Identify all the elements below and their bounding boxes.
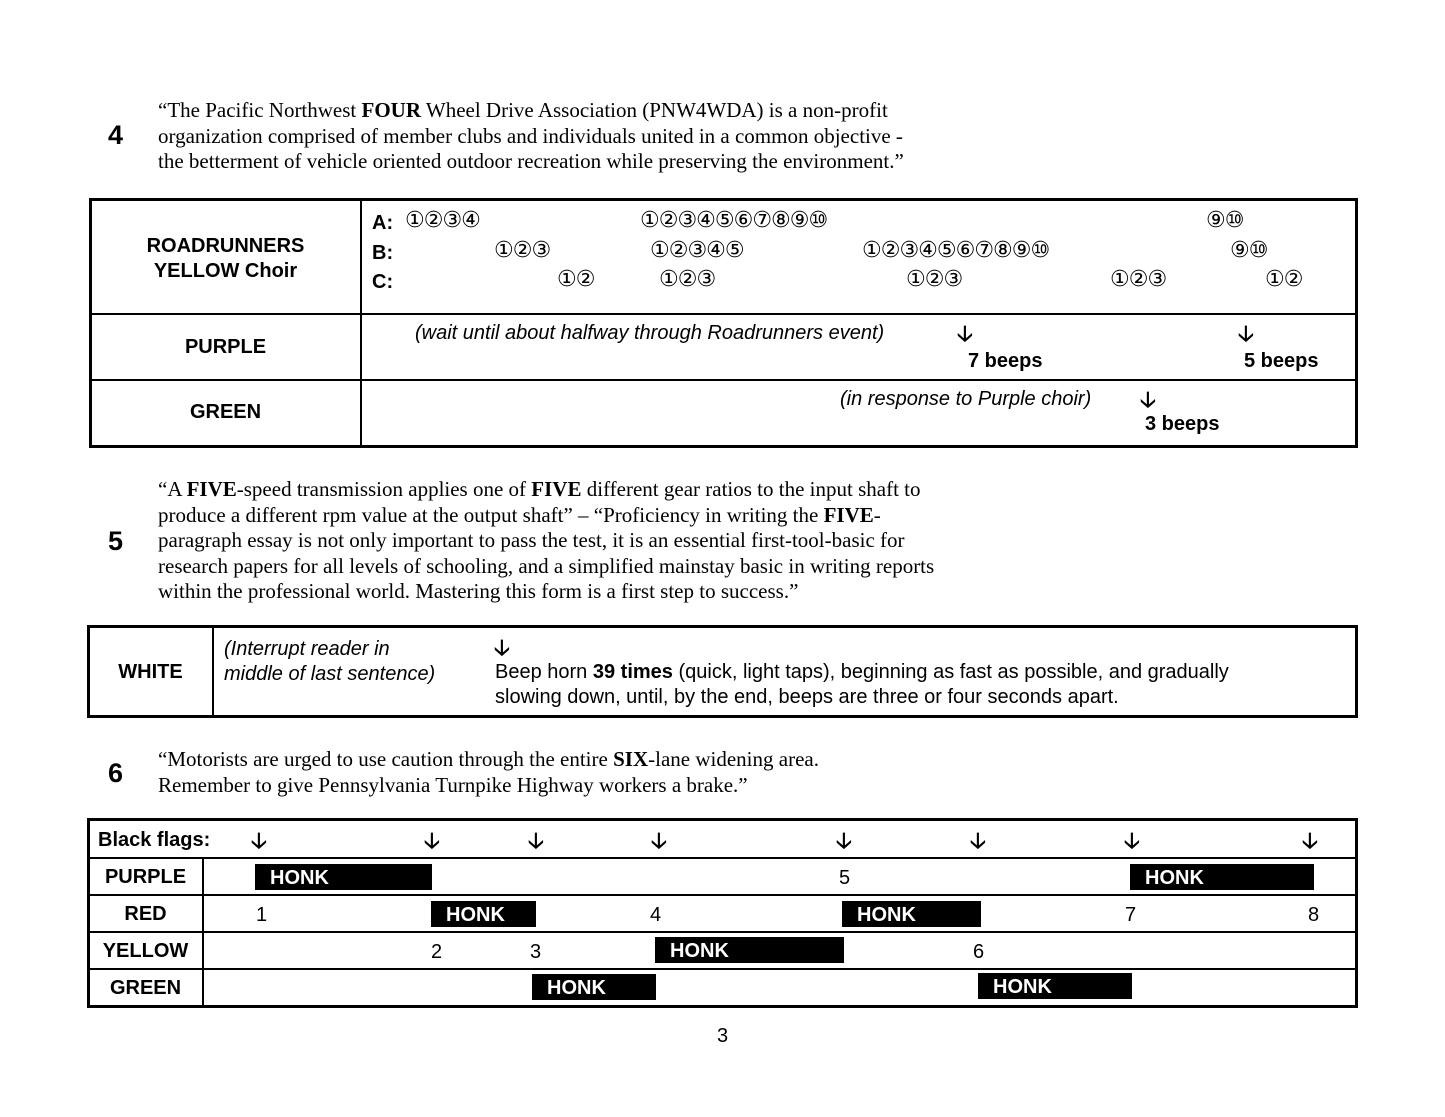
down-arrow-icon: 🡣 (1238, 322, 1254, 347)
page-number: 3 (716, 1025, 729, 1047)
instruction-text: (quick, light taps), beginning as fast as possible, and gradually (672, 661, 1229, 683)
quote-text: “A (158, 477, 187, 501)
quote-line (158, 98, 904, 124)
instruction-line: slowing down, until, by the end, beeps are three or four seconds apart. (495, 686, 1119, 708)
green-label: GREEN (189, 401, 262, 423)
row-c-label: C: (372, 271, 394, 293)
honk-bar: HONK (842, 901, 981, 927)
count-group: ①②③ (659, 267, 716, 292)
roadrunners-label (91, 234, 360, 284)
honk-bar: HONK (655, 937, 844, 963)
white-label: WHITE (118, 661, 183, 683)
instruction-line (495, 660, 1229, 685)
section-6-table (87, 818, 1358, 1008)
white-instructions (495, 660, 1229, 710)
down-arrow-icon: 🡣 (251, 829, 267, 854)
purple-row-label: PURPLE (104, 866, 187, 888)
table-divider (89, 931, 1356, 933)
table-divider (89, 894, 1356, 896)
down-arrow-icon: 🡣 (651, 829, 667, 854)
quote-line: the betterment of vehicle oriented outdoor recreation while preserving the environment.” (158, 149, 904, 173)
beat-number: 3 (530, 941, 542, 963)
purple-label: PURPLE (184, 336, 267, 358)
down-arrow-icon: 🡣 (836, 829, 852, 854)
count-group: ①② (557, 267, 595, 292)
table-divider (91, 379, 1356, 381)
row-a-label: A: (372, 212, 394, 234)
quote-bold: SIX (613, 747, 649, 771)
table-divider (360, 200, 362, 446)
quote-text: “Motorists are urged to use caution through the entire (158, 747, 614, 771)
table-divider (91, 313, 1356, 315)
count-group: ①②③ (494, 238, 551, 263)
count-group: ⑨⑩ (1206, 208, 1244, 233)
section-4-quote (158, 98, 904, 175)
label-line: YELLOW Choir (153, 260, 298, 282)
section-5-quote (158, 477, 934, 605)
beat-number: 7 (1125, 904, 1137, 926)
quote-text: different gear ratios to the input shaft to (581, 477, 921, 501)
beat-number: 4 (650, 904, 662, 926)
count-group: ①②③④ (405, 208, 480, 233)
section-6-quote (158, 747, 819, 798)
purple-note: (wait until about halfway through Roadrunners event) (415, 322, 885, 344)
count-group: ①② (1265, 267, 1303, 292)
note-line: (Interrupt reader in (224, 638, 390, 660)
quote-text: - (873, 502, 881, 527)
honk-bar: HONK (1130, 864, 1314, 890)
quote-bold: FIVE (531, 477, 582, 501)
purple-beeps: 7 beeps (968, 350, 1043, 372)
honk-bar: HONK (532, 974, 656, 1000)
quote-line: paragraph essay is not only important to pass the test, it is an essential first-tool-basic for (158, 528, 905, 552)
honk-bar: HONK (978, 973, 1132, 999)
down-arrow-icon: 🡣 (424, 829, 440, 854)
down-arrow-icon: 🡣 (1124, 829, 1140, 854)
quote-text: Wheel Drive Association (PNW4WDA) is a non-profit (421, 98, 888, 122)
down-arrow-icon: 🡣 (1302, 829, 1318, 854)
section-5-number: 5 (108, 526, 124, 556)
down-arrow-icon: 🡣 (494, 636, 510, 661)
beat-number: 8 (1308, 904, 1320, 926)
section-6-number: 6 (108, 758, 124, 788)
red-row-label: RED (124, 903, 167, 925)
green-row-label: GREEN (109, 977, 182, 999)
white-note (224, 637, 435, 687)
honk-bar: HONK (431, 901, 536, 927)
quote-text: -lane widening area. (648, 747, 819, 771)
instruction-text: Beep horn (495, 661, 593, 683)
quote-text: -speed transmission applies one of (236, 477, 532, 501)
beat-number: 2 (431, 941, 443, 963)
honk-bar: HONK (255, 864, 432, 890)
black-flags-label: Black flags: (98, 829, 211, 851)
beat-number: 6 (973, 941, 985, 963)
yellow-row-label: YELLOW (102, 940, 189, 962)
count-group: ①②③④⑤ (650, 238, 744, 263)
table-divider (89, 857, 1356, 859)
count-group: ⑨⑩ (1230, 238, 1268, 263)
down-arrow-icon: 🡣 (1140, 388, 1156, 413)
quote-line: organization comprised of member clubs and individuals united in a common objective - (158, 123, 903, 148)
quote-line: research papers for all levels of schooling, and a simplified mainstay basic in writing reports (158, 553, 935, 578)
green-note: (in response to Purple choir) (840, 388, 1092, 410)
beat-number: 1 (256, 904, 268, 926)
quote-bold: FIVE (823, 502, 874, 527)
quote-line (158, 477, 934, 503)
quote-text: “The Pacific Northwest (158, 98, 362, 122)
label-line: ROADRUNNERS (146, 235, 305, 257)
count-group: ①②③④⑤⑥⑦⑧⑨⑩ (640, 208, 828, 233)
note-line: middle of last sentence) (224, 663, 436, 685)
quote-line: Remember to give Pennsylvania Turnpike Highway workers a brake.” (158, 772, 748, 797)
count-group: ①②③ (1110, 267, 1167, 292)
count-group: ①②③④⑤⑥⑦⑧⑨⑩ (862, 238, 1050, 263)
section-4-number: 4 (108, 120, 124, 150)
purple-beeps: 5 beeps (1244, 350, 1319, 372)
quote-bold: FOUR (361, 98, 422, 122)
table-divider (212, 627, 214, 716)
down-arrow-icon: 🡣 (970, 829, 986, 854)
table-divider (89, 968, 1356, 970)
down-arrow-icon: 🡣 (528, 829, 544, 854)
green-beeps: 3 beeps (1145, 413, 1220, 435)
quote-line (158, 503, 934, 529)
quote-bold: FIVE (186, 477, 237, 501)
quote-line: within the professional world. Mastering this form is a first step to success.” (158, 579, 799, 603)
beat-number: 5 (839, 867, 851, 889)
row-b-label: B: (372, 242, 394, 264)
down-arrow-icon: 🡣 (957, 322, 973, 347)
quote-text: produce a different rpm value at the output shaft” – “Proficiency in writing the (158, 502, 824, 527)
instruction-bold: 39 times (592, 661, 673, 683)
table-divider (202, 859, 204, 1006)
count-group: ①②③ (906, 267, 963, 292)
quote-line (158, 747, 819, 773)
